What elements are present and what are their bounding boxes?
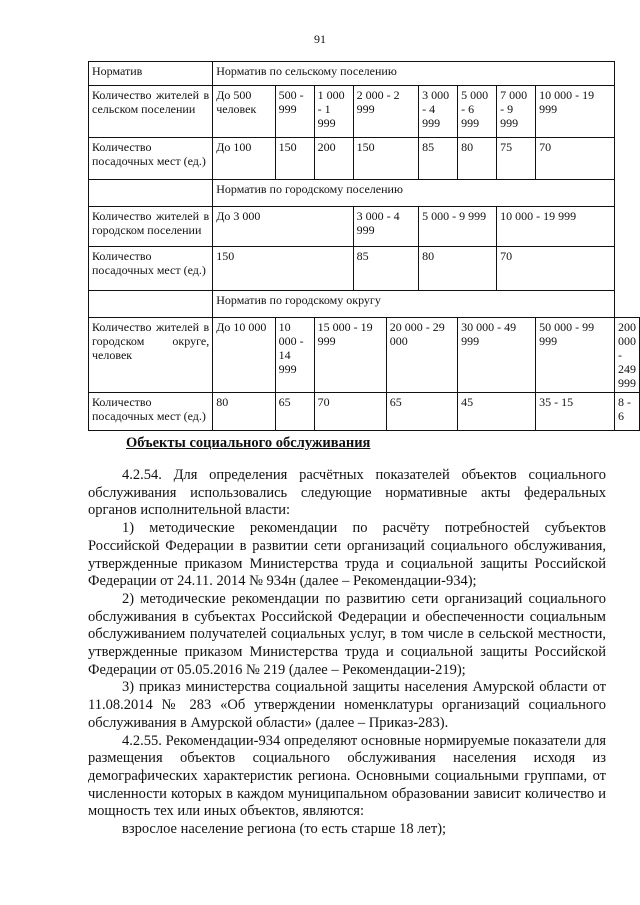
table-cell: Количество жителей в городском округе, человек (89, 318, 213, 393)
table-cell: 35 - 15 (536, 393, 615, 431)
table-cell: Количество посадочных мест (ед.) (89, 138, 213, 180)
table-cell: 10 000 - 19 999 (497, 207, 615, 247)
table-cell: 200 000 - 249 999 (615, 318, 640, 393)
paragraph: 2) методические рекомендации по развитию сети организаций социального обслуживания в субъектах Российской Федерации и обеспеченности социальным обслуживанием получателей социальных услуг, в том числе в сельской местности, утвержденные приказом Министерства труда и социальной защиты Российской Федерации от 05.05.2016 № 219 (далее – Рекомендации-219); (88, 590, 606, 678)
norm-table (88, 61, 640, 431)
table-cell: 3 000 - 4 999 (419, 86, 458, 138)
table-cell: До 10 000 (213, 318, 275, 393)
table-cell: 70 (497, 247, 615, 291)
table-cell: Количество посадочных мест (ед.) (89, 247, 213, 291)
table-row (89, 138, 640, 180)
table-cell: 1 000 - 1 999 (314, 86, 353, 138)
table-cell: 75 (497, 138, 536, 180)
table-cell: Количество посадочных мест (ед.) (89, 393, 213, 431)
table-cell: 45 (458, 393, 536, 431)
table-cell: 80 (213, 393, 275, 431)
table-cell: Количество жителей в городском поселении (89, 207, 213, 247)
table-cell: 30 000 - 49 999 (458, 318, 536, 393)
table-cell: 8 - 6 (615, 393, 640, 431)
table-row (89, 318, 640, 393)
table-cell: 15 000 - 19 999 (314, 318, 386, 393)
table-cell: Норматив по городскому округу (213, 291, 615, 318)
table-cell: 70 (314, 393, 386, 431)
table-cell: 200 (314, 138, 353, 180)
table-row (89, 180, 640, 207)
table-cell: 65 (275, 393, 314, 431)
body-text (88, 467, 606, 839)
table-cell: 3 000 - 4 999 (353, 207, 419, 247)
table-cell (89, 180, 213, 207)
paragraph: 3) приказ министерства социальной защиты населения Амурской области от 11.08.2014 № 283 «Об утверждении номенклатуры организаций социального обслуживания в Амурской области» (далее – Приказ-283). (88, 679, 606, 731)
page-number: 91 (314, 32, 326, 46)
table-row (89, 62, 640, 86)
table-cell: 150 (213, 247, 353, 291)
table-cell: Норматив по сельскому поселению (213, 62, 615, 86)
table-cell: 80 (419, 247, 497, 291)
table-cell: До 500 человек (213, 86, 275, 138)
table-cell: Количество жителей в сельском поселении (89, 86, 213, 138)
table-cell: 85 (419, 138, 458, 180)
table-cell: 65 (386, 393, 457, 431)
table-cell (89, 291, 213, 318)
table-row (89, 207, 640, 247)
table-cell: Норматив (89, 62, 213, 86)
table-cell: До 3 000 (213, 207, 353, 247)
table-cell: 150 (353, 138, 419, 180)
table-cell: 80 (458, 138, 497, 180)
table-cell: 20 000 - 29 000 (386, 318, 457, 393)
table-cell: 150 (275, 138, 314, 180)
table-cell: 500 - 999 (275, 86, 314, 138)
table-cell: 5 000 - 9 999 (419, 207, 497, 247)
paragraph: 4.2.54. Для определения расчётных показателей объектов социального обслуживания использовались следующие нормативные акты федеральных органов исполнительной власти: (88, 467, 606, 519)
table-row (89, 291, 640, 318)
table-row (89, 86, 640, 138)
table-cell: 10 000 - 14 999 (275, 318, 314, 393)
paragraph: взрослое население региона (то есть старше 18 лет); (122, 821, 447, 838)
table-row (89, 247, 640, 291)
table-cell: 70 (536, 138, 615, 180)
table-cell: 2 000 - 2 999 (353, 86, 419, 138)
table-cell: 5 000 - 6 999 (458, 86, 497, 138)
table-row (89, 393, 640, 431)
paragraph: 4.2.55. Рекомендации-934 определяют основные нормируемые показатели для размещения объектов социального обслуживания населения исходя из демографических характеристик региона. Основными социальными группами, от численности которых в каждом муниципальном образовании зависит количество и мощность тех или иных объектов, являются: (88, 732, 606, 820)
paragraph: 1) методические рекомендации по расчёту потребностей субъектов Российской Федерации в развитии сети организаций социального обслуживания, утвержденные приказом Министерства труда и социальной защиты Российской Федерации от 24.11. 2014 № 934н (далее – Рекомендации-934); (88, 520, 606, 590)
table-cell: 85 (353, 247, 419, 291)
table-cell: 50 000 - 99 999 (536, 318, 615, 393)
table-cell: 7 000 - 9 999 (497, 86, 536, 138)
section-heading: Объекты социального обслуживания (126, 435, 371, 451)
table-cell: Норматив по городскому поселению (213, 180, 615, 207)
table-cell: До 100 (213, 138, 275, 180)
table-cell: 10 000 - 19 999 (536, 86, 615, 138)
